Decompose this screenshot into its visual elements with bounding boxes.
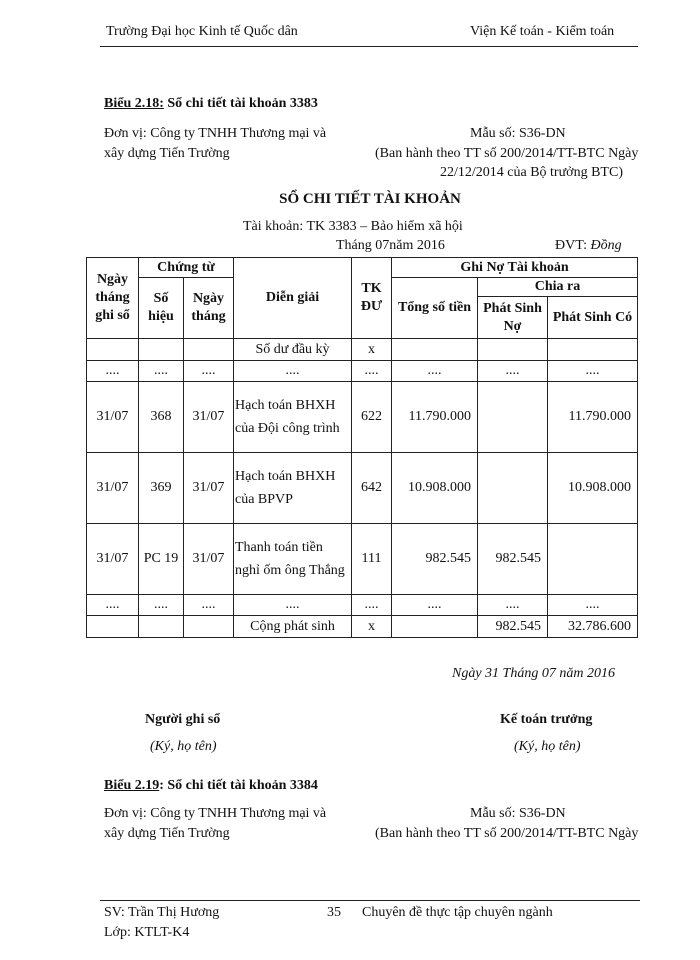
row-description: Thanh toán tiền nghỉ ốm ông Thắng bbox=[234, 524, 352, 595]
ellipsis-row bbox=[87, 361, 638, 382]
section2-heading bbox=[104, 778, 318, 794]
dots-cell: .... bbox=[234, 361, 352, 382]
section1-unit-line2: xây dựng Tiến Trường bbox=[104, 146, 230, 161]
th-credit-arising: Phát Sinh Có bbox=[548, 297, 638, 339]
row-credit: 11.790.000 bbox=[548, 382, 638, 453]
total-account: x bbox=[352, 616, 392, 638]
row-total: 982.545 bbox=[392, 524, 478, 595]
signature-date: Ngày 31 Tháng 07 năm 2016 bbox=[452, 666, 615, 681]
row-voucher-date: 31/07 bbox=[184, 382, 234, 453]
row-voucher-no: PC 19 bbox=[139, 524, 184, 595]
header-institute: Viện Kế toán - Kiểm toán bbox=[470, 24, 615, 39]
row-debit bbox=[478, 453, 548, 524]
ledger-account: Tài khoản: TK 3383 – Bảo hiểm xã hội bbox=[243, 219, 463, 234]
header-rule bbox=[100, 46, 638, 47]
dots-cell: .... bbox=[478, 361, 548, 382]
dots-cell: .... bbox=[87, 361, 139, 382]
dots-cell: .... bbox=[184, 595, 234, 616]
dots-cell: .... bbox=[352, 361, 392, 382]
currency-label: ĐVT: bbox=[555, 238, 591, 253]
table-row bbox=[87, 453, 638, 524]
th-description: Diễn giải bbox=[234, 258, 352, 339]
row-total: 10.908.000 bbox=[392, 453, 478, 524]
recorder-note: (Ký, họ tên) bbox=[150, 739, 217, 754]
th-debit-group: Ghi Nợ Tài khoản bbox=[392, 258, 638, 278]
section2-unit-line2: xây dựng Tiến Trường bbox=[104, 826, 230, 841]
dots-cell: .... bbox=[87, 595, 139, 616]
th-voucher-date: Ngày tháng bbox=[184, 278, 234, 339]
footer-student: SV: Trần Thị Hương bbox=[104, 905, 220, 920]
row-voucher-date: 31/07 bbox=[184, 524, 234, 595]
th-total: Tổng số tiền bbox=[392, 278, 478, 339]
total-debit: 982.545 bbox=[478, 616, 548, 638]
dots-cell: .... bbox=[548, 595, 638, 616]
row-debit: 982.545 bbox=[478, 524, 548, 595]
row-voucher-date: 31/07 bbox=[184, 453, 234, 524]
row-total: 11.790.000 bbox=[392, 382, 478, 453]
row-date: 31/07 bbox=[87, 524, 139, 595]
section1-form-no: Mẫu số: S36-DN bbox=[470, 126, 566, 141]
row-voucher-no: 368 bbox=[139, 382, 184, 453]
row-credit: 10.908.000 bbox=[548, 453, 638, 524]
header-university: Trường Đại học Kinh tế Quốc dân bbox=[106, 24, 298, 39]
dots-cell: .... bbox=[392, 361, 478, 382]
th-split: Chia ra bbox=[478, 278, 638, 297]
row-description: Hạch toán BHXH của BPVP bbox=[234, 453, 352, 524]
ellipsis-row bbox=[87, 595, 638, 616]
row-account: 111 bbox=[352, 524, 392, 595]
dots-cell: .... bbox=[234, 595, 352, 616]
accountant-title: Kế toán trưởng bbox=[500, 712, 593, 727]
total-label: Cộng phát sinh bbox=[234, 616, 352, 638]
row-account: 642 bbox=[352, 453, 392, 524]
ledger-table bbox=[86, 257, 638, 638]
th-counter-account: TK ĐƯ bbox=[352, 258, 392, 339]
row-account: 622 bbox=[352, 382, 392, 453]
ledger-currency bbox=[555, 238, 622, 254]
dots-cell: .... bbox=[478, 595, 548, 616]
section1-issued-line1: (Ban hành theo TT số 200/2014/TT-BTC Ngày bbox=[375, 146, 639, 161]
th-date: Ngày tháng ghi sổ bbox=[87, 258, 139, 339]
row-credit bbox=[548, 524, 638, 595]
row-voucher-no: 369 bbox=[139, 453, 184, 524]
row-date: 31/07 bbox=[87, 382, 139, 453]
ledger-period: Tháng 07năm 2016 bbox=[336, 238, 445, 253]
th-voucher-no: Số hiệu bbox=[139, 278, 184, 339]
section2-unit-line1: Đơn vị: Công ty TNHH Thương mại và bbox=[104, 806, 327, 821]
row-description: Hạch toán BHXH của Đội công trình bbox=[234, 382, 352, 453]
section2-issued-line1: (Ban hành theo TT số 200/2014/TT-BTC Ngày bbox=[375, 826, 639, 841]
row-date: 31/07 bbox=[87, 453, 139, 524]
accountant-note: (Ký, họ tên) bbox=[514, 739, 581, 754]
section1-heading bbox=[104, 96, 318, 112]
ledger-title: SỔ CHI TIẾT TÀI KHOẢN bbox=[279, 191, 461, 207]
row-debit bbox=[478, 382, 548, 453]
th-voucher: Chứng từ bbox=[139, 258, 234, 278]
footer-class: Lớp: KTLT-K4 bbox=[104, 925, 190, 940]
footer-topic: Chuyên đề thực tập chuyên ngành bbox=[362, 905, 553, 920]
dots-cell: .... bbox=[184, 361, 234, 382]
opening-account: x bbox=[352, 339, 392, 361]
dots-cell: .... bbox=[548, 361, 638, 382]
dots-cell: .... bbox=[139, 361, 184, 382]
currency-value: Đồng bbox=[590, 238, 622, 253]
th-debit-arising: Phát Sinh Nợ bbox=[478, 297, 548, 339]
opening-description: Số dư đầu kỳ bbox=[234, 339, 352, 361]
table-row bbox=[87, 382, 638, 453]
footer-page-number: 35 bbox=[327, 905, 341, 920]
dots-cell: .... bbox=[392, 595, 478, 616]
total-row bbox=[87, 616, 638, 638]
recorder-title: Người ghi sổ bbox=[145, 712, 221, 727]
section2-label: Biểu 2.19 bbox=[104, 778, 160, 793]
section1-issued-line2: 22/12/2014 của Bộ trưởng BTC) bbox=[440, 165, 623, 180]
dots-cell: .... bbox=[352, 595, 392, 616]
section2-title: : Sổ chi tiết tài khoản 3384 bbox=[159, 778, 318, 793]
footer-rule bbox=[100, 900, 640, 901]
table-row bbox=[87, 524, 638, 595]
section1-label: Biểu 2.18: bbox=[104, 96, 164, 111]
section2-form-no: Mẫu số: S36-DN bbox=[470, 806, 566, 821]
total-credit: 32.786.600 bbox=[548, 616, 638, 638]
section1-title: Sổ chi tiết tài khoản 3383 bbox=[163, 96, 318, 111]
opening-balance-row bbox=[87, 339, 638, 361]
section1-unit-line1: Đơn vị: Công ty TNHH Thương mại và bbox=[104, 126, 327, 141]
dots-cell: .... bbox=[139, 595, 184, 616]
